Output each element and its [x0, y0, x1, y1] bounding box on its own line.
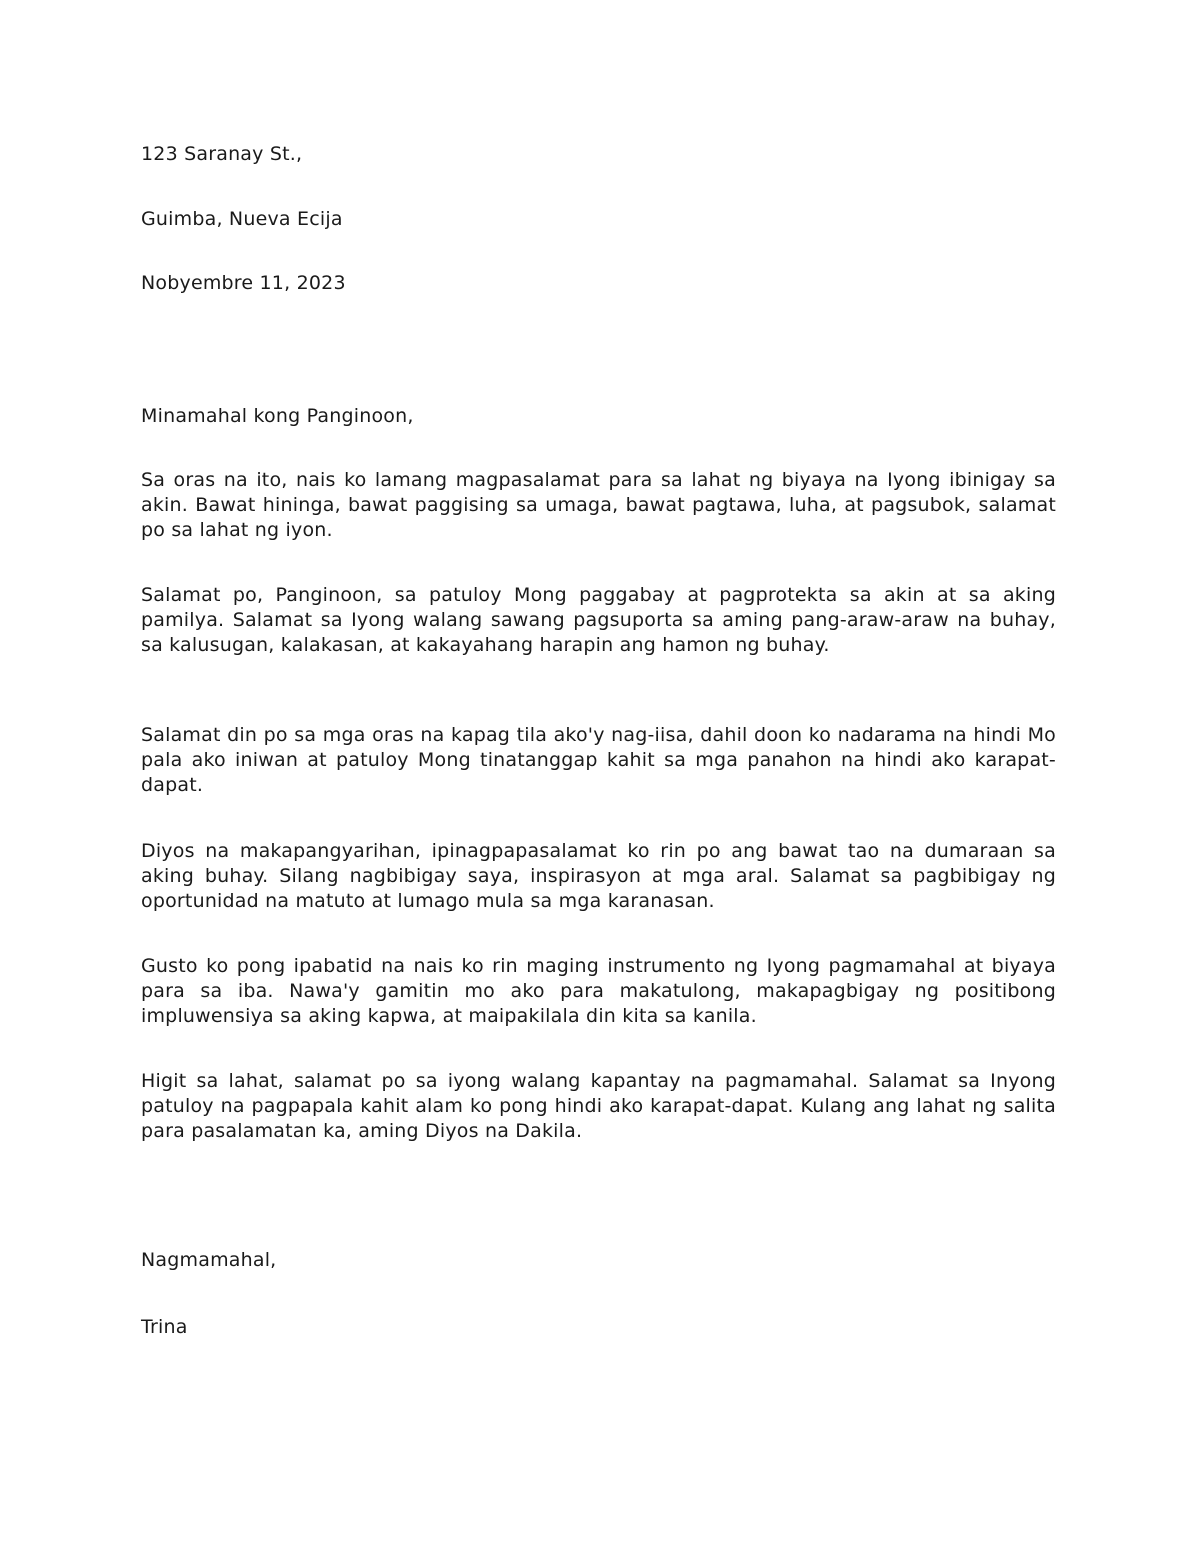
letter-date: Nobyembre 11, 2023 [141, 272, 346, 294]
sender-street: 123 Saranay St., [141, 143, 303, 165]
signature: Trina [141, 1316, 188, 1338]
salutation: Minamahal kong Panginoon, [141, 405, 414, 427]
body-paragraph-2: Salamat po, Panginoon, sa patuloy Mong paggabay at pagprotekta sa akin at sa aking pamilya. Salamat sa Iyong walang sawang pagsuporta sa aming pang-araw-araw na buhay, sa kalusugan, kalakasan, at kakayahang harapin ang hamon ng buhay. [141, 584, 1056, 656]
body-paragraph-3: Salamat din po sa mga oras na kapag tila ako'y nag-iisa, dahil doon ko nadarama na hindi Mo pala ako iniwan at patuloy Mong tinatanggap kahit sa mga panahon na hindi ako karapat-dapat. [141, 724, 1056, 796]
body-paragraph-4: Diyos na makapangyarihan, ipinagpapasalamat ko rin po ang bawat tao na dumaraan sa aking buhay. Silang nagbibigay saya, inspirasyon at mga aral. Salamat sa pagbibigay ng oportunidad na matuto at lumago mula sa mga karanasan. [141, 840, 1056, 912]
closing: Nagmamahal, [141, 1249, 277, 1271]
sender-city: Guimba, Nueva Ecija [141, 208, 343, 230]
body-paragraph-1: Sa oras na ito, nais ko lamang magpasalamat para sa lahat ng biyaya na Iyong ibinigay sa akin. Bawat hininga, bawat paggising sa umaga, bawat pagtawa, luha, at pagsubok, salamat po sa lahat ng iyon. [141, 469, 1056, 541]
letter-page [141, 0, 1056, 1553]
body-paragraph-6: Higit sa lahat, salamat po sa iyong walang kapantay na pagmamahal. Salamat sa Inyong patuloy na pagpapala kahit alam ko pong hindi ako karapat-dapat. Kulang ang lahat ng salita para pasalamatan ka, aming Diyos na Dakila. [141, 1070, 1056, 1142]
body-paragraph-5: Gusto ko pong ipabatid na nais ko rin maging instrumento ng Iyong pagmamahal at biyaya para sa iba. Nawa'y gamitin mo ako para makatulong, makapagbigay ng positibong impluwensiya sa aking kapwa, at maipakilala din kita sa kanila. [141, 955, 1056, 1027]
